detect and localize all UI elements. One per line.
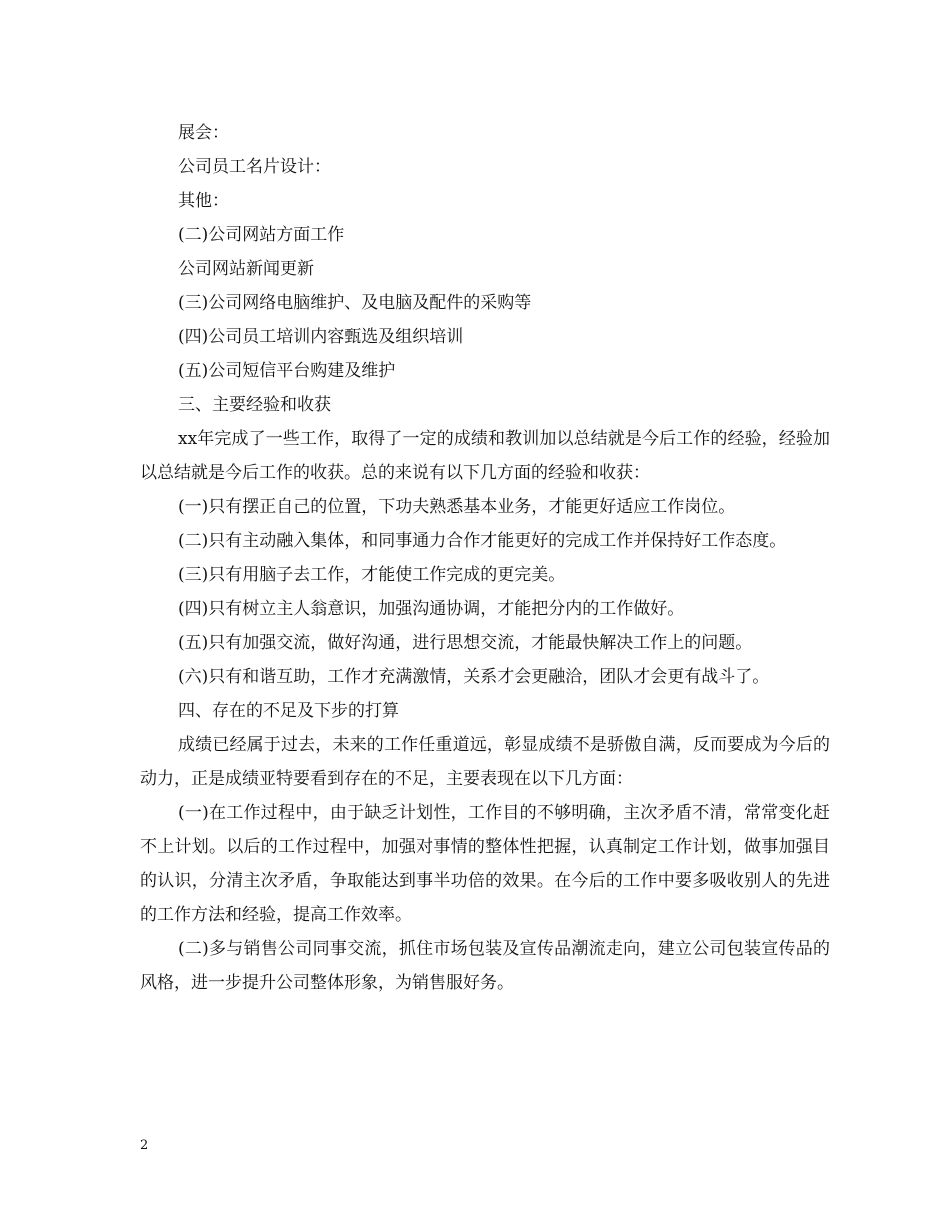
section-heading: 三、主要经验和收获 — [178, 395, 331, 415]
list-item: (一)只有摆正自己的位置，下功夫熟悉基本业务，才能更好适应工作岗位。 — [178, 497, 736, 517]
section-heading: 四、存在的不足及下步的打算 — [178, 701, 399, 721]
paragraph: 成绩已经属于过去，未来的工作任重道远，彰显成绩不是骄傲自满，反而要成为今后的动力，正是成绩亚特要看到存在的不足，主要表现在以下几方面： — [140, 735, 830, 789]
list-item: (一)在工作过程中，由于缺乏计划性，工作目的不够明确，主次矛盾不清，常常变化赶不上计划。以后的工作过程中，加强对事情的整体性把握，认真制定工作计划，做事加强目的认识，分清主次矛盾，争取能达到事半功倍的效果。在今后的工作中要多吸收别人的先进的工作方法和经验，提高工作效率。 — [140, 803, 830, 925]
list-item: (六)只有和谐互助，工作才充满激情，关系才会更融洽，团队才会更有战斗了。 — [178, 667, 770, 687]
section-heading: (五)公司短信平台购建及维护 — [178, 361, 396, 381]
document-body — [140, 116, 830, 1000]
paragraph: 公司网站新闻更新 — [178, 259, 314, 279]
paragraph: 公司员工名片设计： — [178, 157, 331, 177]
paragraph: 展会： — [178, 123, 229, 143]
list-item: (二)多与销售公司同事交流，抓住市场包装及宣传品潮流走向，建立公司包装宣传品的风格，进一步提升公司整体形象，为销售服好务。 — [140, 939, 830, 993]
list-item: (二)只有主动融入集体，和同事通力合作才能更好的完成工作并保持好工作态度。 — [178, 531, 787, 551]
page-number: 2 — [140, 1138, 149, 1153]
section-heading: (三)公司网络电脑维护、及电脑及配件的采购等 — [178, 293, 532, 313]
list-item: (三)只有用脑子去工作，才能使工作完成的更完美。 — [178, 565, 566, 585]
section-heading: (二)公司网站方面工作 — [178, 225, 345, 245]
list-item: (五)只有加强交流，做好沟通，进行思想交流，才能最快解决工作上的问题。 — [178, 633, 753, 653]
section-heading: (四)公司员工培训内容甄选及组织培训 — [178, 327, 464, 347]
paragraph: 其他： — [178, 191, 229, 211]
paragraph: xx年完成了一些工作，取得了一定的成绩和教训加以总结就是今后工作的经验，经验加以总结就是今后工作的收获。总的来说有以下几方面的经验和收获： — [140, 429, 830, 483]
list-item: (四)只有树立主人翁意识，加强沟通协调，才能把分内的工作做好。 — [178, 599, 685, 619]
